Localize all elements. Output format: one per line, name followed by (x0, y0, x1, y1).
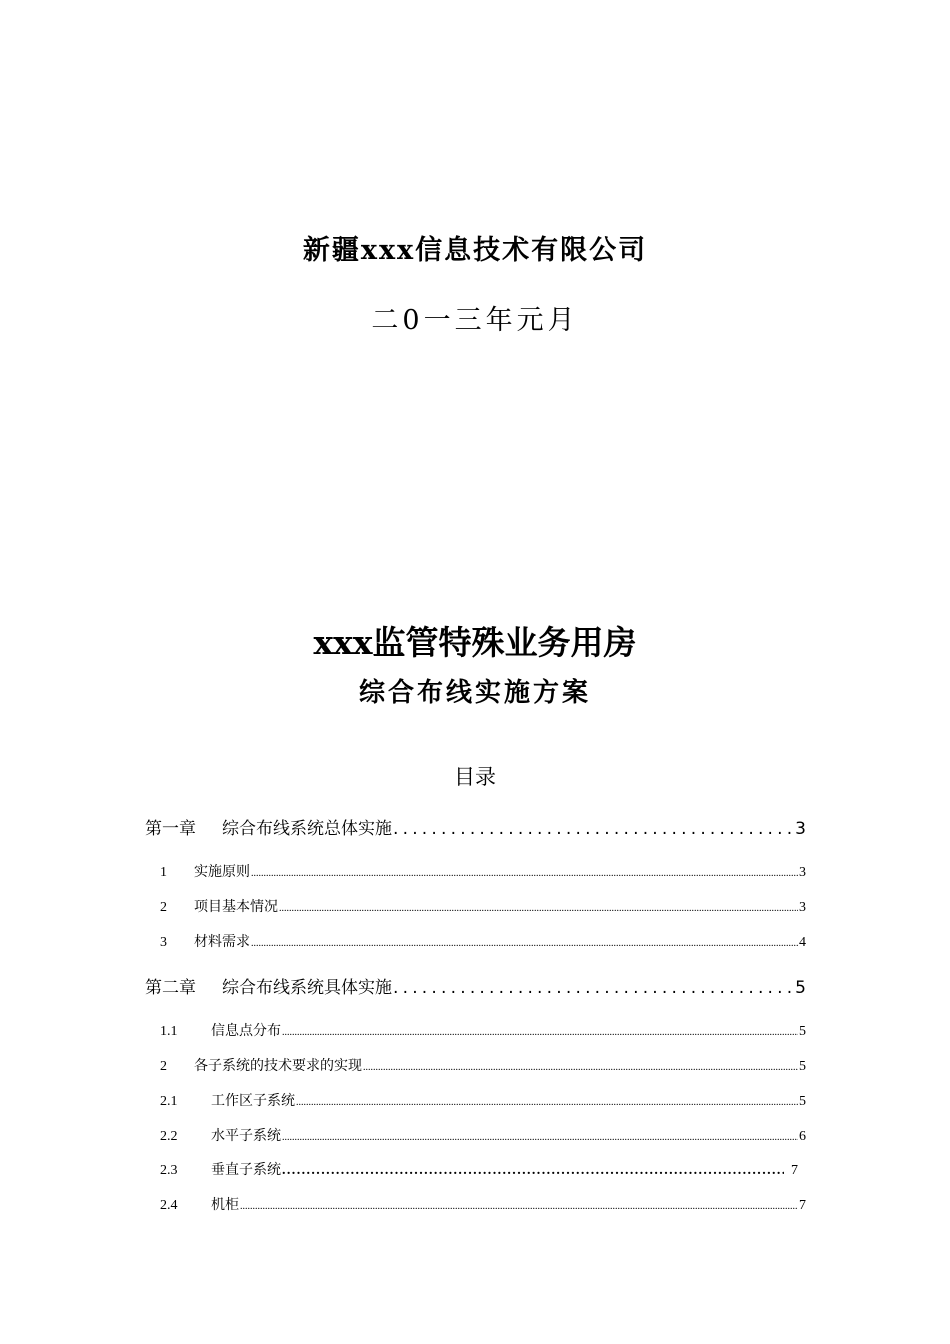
toc-entry-number: 2.1 (160, 1094, 178, 1109)
toc-leader (296, 1097, 798, 1108)
toc-entry-3[interactable] (160, 931, 806, 951)
toc-entry-text: 机柜 (211, 1198, 239, 1213)
toc-entry-text: 综合布线系统具体实施 (222, 978, 392, 998)
toc-entry-7[interactable] (160, 1090, 806, 1110)
toc-entry-text: 综合布线系统总体实施 (222, 819, 392, 839)
toc-entry-number: 2 (160, 900, 167, 915)
toc-entry-number: 2.3 (160, 1163, 178, 1178)
toc-entry-page: 3 (799, 900, 806, 915)
toc-entry-number: 2.4 (160, 1198, 178, 1213)
toc-entry-text: 实施原则 (194, 865, 250, 880)
toc-leader (251, 868, 798, 879)
toc-entry-number: 第一章 (145, 819, 196, 839)
toc-leader (279, 903, 798, 914)
toc-entry-text: 垂直子系统 (211, 1163, 281, 1178)
toc-leader (282, 1027, 798, 1038)
toc-entry-page: 5 (799, 1094, 806, 1109)
toc-entry-page: 6 (799, 1129, 806, 1144)
toc-entry-number: 3 (160, 935, 167, 950)
toc-entry-page: 4 (799, 935, 806, 950)
company-name: 新疆xxx信息技术有限公司 (302, 235, 648, 266)
toc-entry-page: 5 (799, 1059, 806, 1074)
toc-entry-page: 7 (799, 1198, 806, 1213)
toc-chapter-2[interactable] (145, 973, 806, 998)
toc-entry-number: 2.2 (160, 1129, 178, 1144)
toc-entry-page: 5 (795, 978, 806, 998)
toc-entry-text: 水平子系统 (211, 1129, 281, 1144)
document-date: 二0一三年元月 (371, 305, 579, 336)
toc-entry-page: 5 (799, 1024, 806, 1039)
toc-entry-text: 项目基本情况 (194, 900, 278, 915)
toc-chapter-1[interactable] (145, 814, 806, 839)
toc-entry-9[interactable] (160, 1159, 806, 1179)
toc-leader (282, 1132, 798, 1143)
toc-entry-text: 各子系统的技术要求的实现 (194, 1059, 362, 1074)
toc-entry-10[interactable] (160, 1194, 806, 1214)
toc-leader (393, 978, 794, 998)
document-subtitle: 综合布线实施方案 (358, 678, 591, 708)
toc-entry-1[interactable] (160, 861, 806, 881)
toc-entry-2[interactable] (160, 896, 806, 916)
toc-entry-number: 第二章 (145, 978, 196, 998)
toc-entry-page: 3 (795, 819, 806, 839)
document-title: xxx监管特殊业务用房 (313, 623, 637, 662)
toc-leader (393, 819, 794, 839)
toc-entry-text: 信息点分布 (211, 1024, 281, 1039)
toc-entry-number: 1.1 (160, 1024, 178, 1039)
toc-leader (240, 1201, 798, 1212)
toc-leader (363, 1062, 798, 1073)
toc-entry-6[interactable] (160, 1055, 806, 1075)
toc-entry-number: 2 (160, 1059, 167, 1074)
toc-heading: 目录 (454, 765, 496, 789)
toc-leader (251, 938, 798, 949)
toc-entry-5[interactable] (160, 1020, 806, 1040)
toc-entry-page: 7 (791, 1163, 798, 1178)
toc-entry-text: 工作区子系统 (211, 1094, 295, 1109)
toc-leader (282, 1163, 784, 1179)
toc-entry-page: 3 (799, 865, 806, 880)
toc-entry-text: 材料需求 (194, 935, 250, 950)
toc-entry-number: 1 (160, 865, 167, 880)
toc-entry-8[interactable] (160, 1125, 806, 1145)
